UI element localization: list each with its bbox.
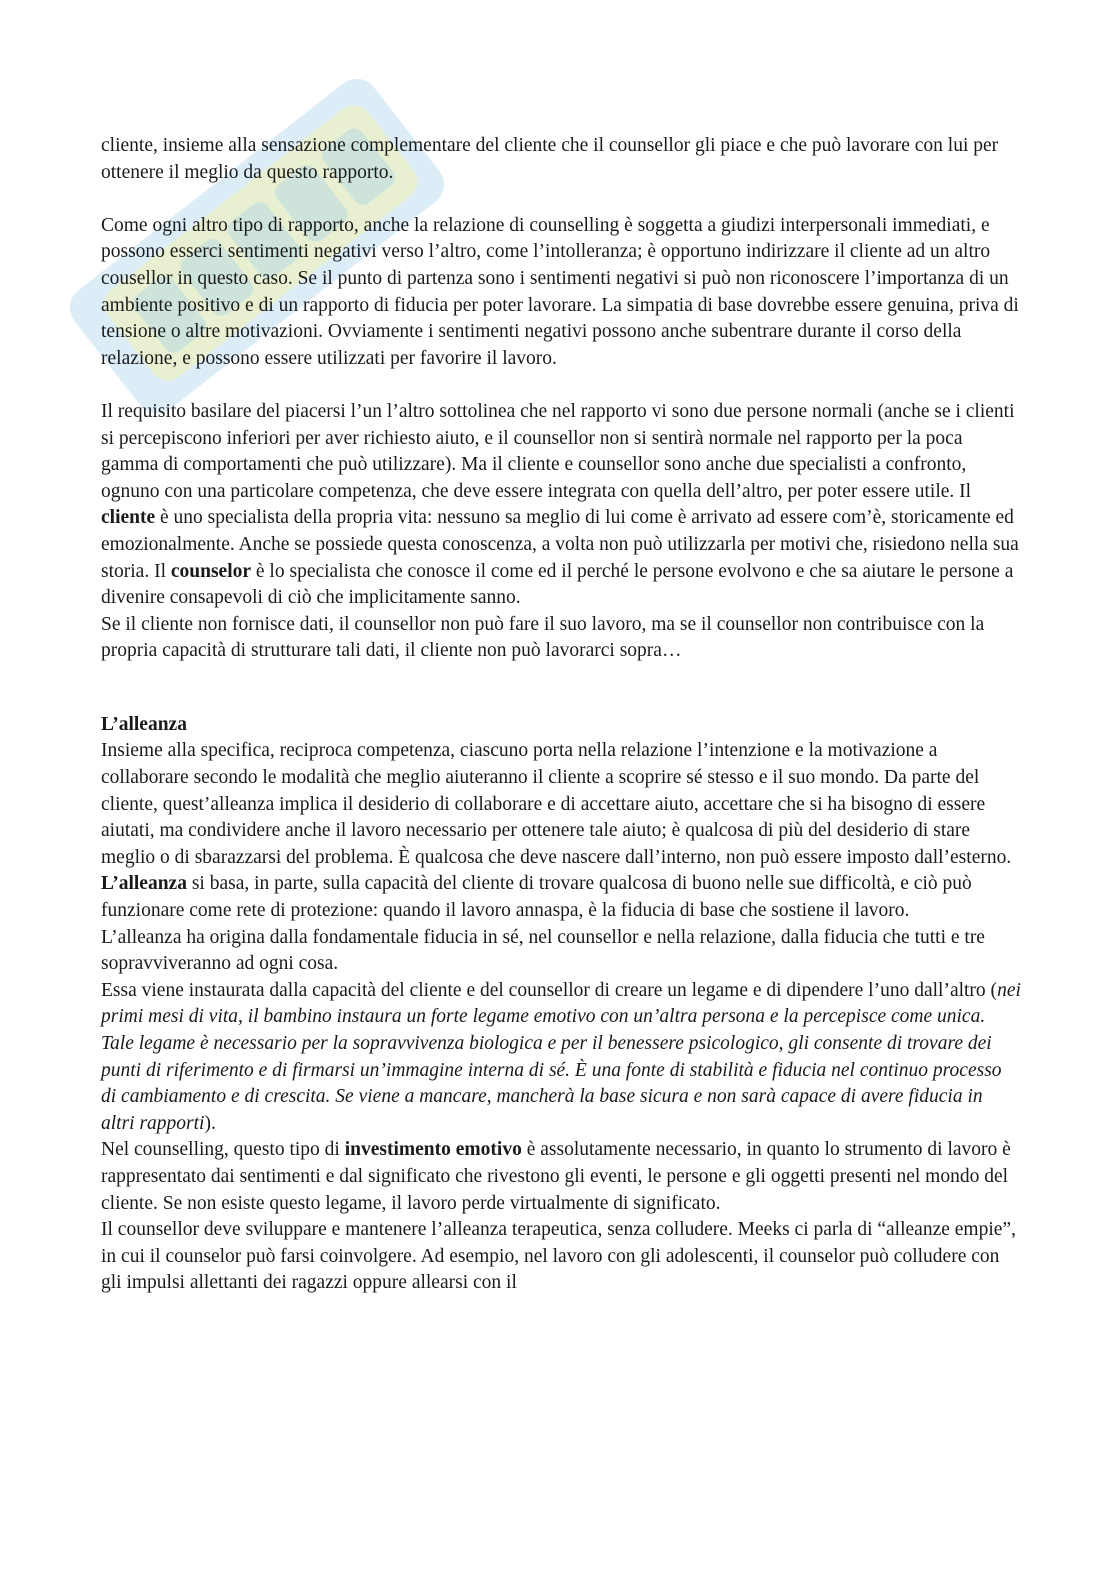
bold-term-investimento-emotivo: investimento emotivo xyxy=(344,1139,522,1161)
section-heading: L’alleanza xyxy=(101,713,187,735)
paragraph: Come ogni altro tipo di rapporto, anche la relazione di counselling è soggetta a giudizi interpersonali immediati, e possono esserci sentimenti negativi verso l’altro, come l’intolleranza; è opportuno indirizzare il cliente ad un altro cousellor in questo caso. Se il punto di partenza sono i sentimenti negativi si può non riconoscere l’importanza di un ambiente positivo e di un rapporto di fiducia per poter lavorare. La simpatia di base dovrebbe essere genuina, priva di tensione o altre motivazioni. Ovviamente i sentimenti negativi possono anche subentrare durante il corso della relazione, e possono essere utilizzati per favorire il lavoro. xyxy=(101,214,1019,369)
text-run: è assolutamente necessario, in quanto lo strumento di lavoro è rappresentato dai sentimenti e dal significato che rivestono gli eventi, le persone e gli oggetti presenti nel mondo del cliente. Se non esiste questo legame, il lavoro perde virtualmente di significato. xyxy=(101,1139,1011,1214)
bold-term-alleanza: L’alleanza xyxy=(101,873,187,895)
paragraph xyxy=(101,738,1021,924)
text-run: è lo specialista che conosce il come ed il perché le persone evolvono e che sa aiutare le persone a divenire consapevoli di ciò che implicitamente sanno. xyxy=(101,560,1014,609)
paragraph: cliente, insieme alla sensazione complementare del cliente che il counsellor gli piace e che può lavorare con lui per ottenere il meglio da questo rapporto. xyxy=(101,135,999,183)
bold-term-counselor: counselor xyxy=(170,560,252,582)
paragraph: Se il cliente non fornisce dati, il counsellor non può fare il suo lavoro, ma se il counsellor non contribuisce con la propria capacità di strutturare tali dati, il cliente non può lavorarci sopra… xyxy=(101,613,985,662)
text-run: è uno specialista della propria vita: nessuno sa meglio di lui come è arrivato ad essere com’è, storicamente ed emozionalmente. Anche se possiede questa conoscenza, a volta non può utilizzarla per motivi che, risiedono nella sua storia. Il xyxy=(101,507,1019,582)
text-run: Insieme alla specifica, reciproca competenza, ciascuno porta nella relazione l’intenzione e la motivazione a collaborare secondo le modalità che meglio aiuteranno il cliente a scoprire sé stesso e il suo mondo. Da parte del cliente, quest’alleanza implica il desiderio di collaborare e di accettare aiuto, accettare che si ha bisogno di essere aiutati, ma condividere anche il lavoro necessario per ottenere tale aiuto; è qualcosa di più del desiderio di stare meglio o di sbarazzarsi del problema. È qualcosa che deve nascere dall’interno, non può essere imposto dall’esterno. xyxy=(101,740,1012,868)
paragraph xyxy=(101,978,1021,1138)
paragraph: L’alleanza ha origina dalla fondamentale fiducia in sé, nel counsellor e nella relazione, dalla fiducia che tutti e tre sopravviveranno ad ogni cosa. xyxy=(101,926,985,975)
bold-term-cliente: cliente xyxy=(101,507,156,529)
text-run: Essa viene instaurata dalla capacità del cliente e del counsellor di creare un legame e di dipendere l’uno dall’altro ( xyxy=(101,979,998,1001)
text-run: si basa, in parte, sulla capacità del cliente di trovare qualcosa di buono nelle sue difficoltà, e ciò può funzionare come rete di protezione: quando il lavoro annaspa, è la fiducia di base che sostiene il lavoro. xyxy=(101,873,972,922)
paragraph: Il counsellor deve sviluppare e mantenere l’alleanza terapeutica, senza colludere. Meeks ci parla di “alleanze empie”, in cui il counselor può farsi coinvolgere. Ad esempio, nel lavoro con gli adolescenti, il counselor può colludere con gli impulsi allettanti dei ragazzi oppure allearsi con il xyxy=(101,1219,1016,1294)
text-run: Il requisito basilare del piacersi l’un l’altro sottolinea che nel rapporto vi sono due persone normali (anche se i clienti si percepiscono inferiori per aver richiesto aiuto, e il counsellor non si sentirà normale nel rapporto per la poca gamma di comportamenti che può utilizzare). Ma il cliente e counsellor sono anche due specialisti a confronto, ognuno con una particolare competenza, che deve essere integrata con quella dell’altro, per poter essere utile. Il xyxy=(101,400,1015,502)
paragraph xyxy=(101,1137,1021,1217)
italic-passage: nei primi mesi di vita, il bambino instaura un forte legame emotivo con un’altra persona e la percepisce come unica. Tale legame è necessario per la sopravvivenza biologica e per il benessere psicologico, gli consente di trovare dei punti di riferimento e di firmarsi un’immagine interna di sé. È una fonte di stabilità e fiducia nel continuo processo di cambiamento e di crescita. Se viene a mancare, mancherà la base sicura e non sarà capace di avere fiducia in altri rapporti xyxy=(101,979,1021,1134)
document-body xyxy=(101,133,1021,1297)
text-run: Nel counselling, questo tipo di xyxy=(101,1139,345,1161)
paragraph xyxy=(101,399,1021,612)
text-run: ). xyxy=(204,1112,216,1134)
